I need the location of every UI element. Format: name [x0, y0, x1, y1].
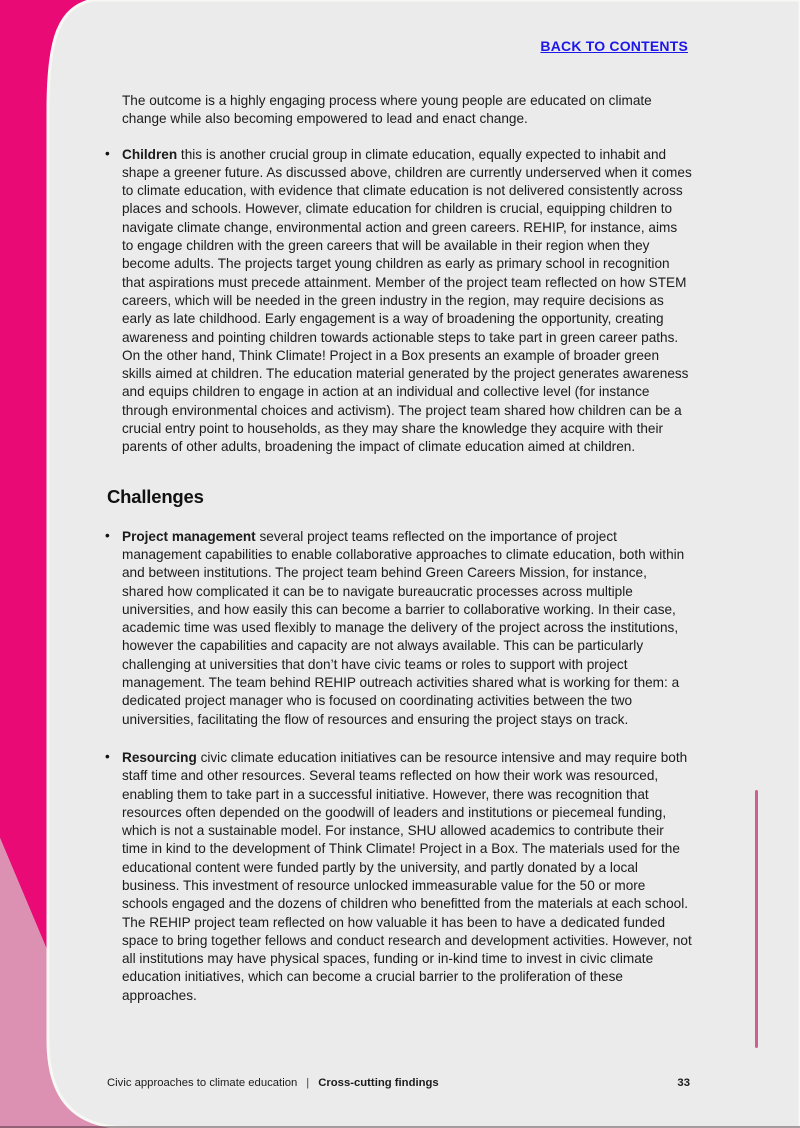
- intro-paragraph: The outcome is a highly engaging process where young people are educated on climate change while also becoming empowered to lead and enact change.: [122, 93, 652, 127]
- bullet-item-project-management: [105, 527, 692, 729]
- page-content: [105, 92, 692, 1005]
- bullet-text: several project teams reflected on the importance of project management capabilities to enable collaborative approaches to climate education, both within and between institutions. The project team behind Green Careers Mission, for instance, shared how complicated it can be to navigate bureaucratic processes across multiple universities, and how easily this can become a barrier to collaborative working. In their case, academic time was used flexibly to manage the delivery of the project across the institutions, however the capabilities and capacity are not always available. This can be particularly challenging at universities that don’t have civic teams or roles to support with project management. The team behind REHIP outreach activities shared what is working for them: a dedicated project manager who is focused on coordinating activities between the two universities, facilitating the flow of resources and ensuring the project stays on track.: [122, 528, 685, 727]
- bullet-item-resourcing: [105, 748, 692, 1005]
- footer-doc-title: Civic approaches to climate education: [107, 1077, 298, 1089]
- resourcing-accent-bar: [755, 790, 758, 1048]
- bullet-term: Children: [122, 146, 178, 162]
- bullet-text: this is another crucial group in climate education, equally expected to inhabit and shape a greener future. As discussed above, children are currently underserved when it comes to climate education, with evidence that climate education is not delivered consistently across places and schools. However, climate education for children is crucial, equipping children to navigate climate change, environmental action and green careers. REHIP, for instance, aims to engage children with the green careers that will be available in their region when they become adults. The projects target young children as early as primary school in recognition that aspirations must precede attainment. Member of the project team reflected on how STEM careers, which will be needed in the green industry in the region, may require decisions as early as late childhood. Early engagement is a way of broadening the opportunity, creating awareness and pointing children towards actionable steps to take part in green career paths. On the other hand, Think Climate! Project in a Box presents an example of broader green skills aimed at children. The education material generated by the project generates awareness and equips children to engage in action at an individual and collective level (for instance through environmental choices and activism). The project team shared how children can be a crucial entry point to households, as they may share the knowledge they acquire with their parents of other adults, broadening the impact of climate education aimed at children.: [122, 146, 692, 455]
- page-footer: [107, 1076, 690, 1090]
- footer-separator: |: [306, 1077, 310, 1089]
- bullet-marker: •: [105, 748, 110, 764]
- page-number: 33: [677, 1077, 690, 1089]
- back-to-contents-link[interactable]: BACK TO CONTENTS: [540, 38, 688, 54]
- footer-section-title: Cross-cutting findings: [318, 1077, 439, 1089]
- bullet-marker: •: [105, 527, 110, 543]
- bullet-marker: •: [105, 145, 110, 161]
- bullet-item-children: [105, 145, 692, 457]
- bullet-text: civic climate education initiatives can be resource intensive and may require both staff time and other resources. Several teams reflected on how their work was resourced, enabling them to take part in a successful initiative. However, there was recognition that resources often depended on the goodwill of leaders and institutions or piecemeal funding, which is not a sustainable model. For instance, SHU allowed academics to contribute their time in kind to the development of Think Climate! Project in a Box. The materials used for the educational content were funded partly by the university, and partly donated by a local business. This investment of resource unlocked immeasurable value for the 50 or more schools engaged and the dozens of children who benefitted from the materials at each school. The REHIP project team reflected on how valuable it has been to have a dedicated funded space to bring together fellows and conduct research and development activities. However, not all institutions may have physical spaces, funding or in-kind time to invest in civic climate education initiatives, which can become a crucial barrier to the proliferation of these approaches.: [122, 749, 692, 1003]
- challenges-heading: Challenges: [107, 485, 204, 507]
- bullet-term: Resourcing: [122, 749, 197, 765]
- bullet-term: Project management: [122, 528, 256, 544]
